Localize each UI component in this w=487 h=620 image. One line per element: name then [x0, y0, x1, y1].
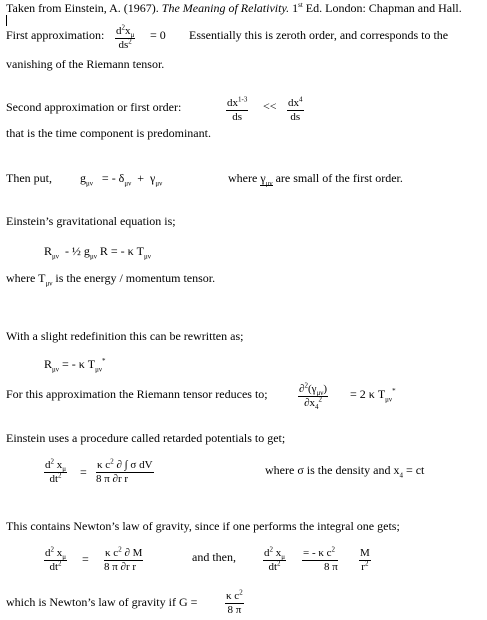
and-then: and then, [192, 550, 236, 564]
exponent: 2 [277, 558, 281, 567]
exponent: 2 [58, 470, 62, 479]
partial-M: ∂ M [121, 547, 143, 559]
then-put-note [228, 172, 403, 186]
where-text: where σ is the density and x [265, 463, 400, 477]
retarded-rhs [96, 459, 154, 485]
first-approx-fraction [115, 25, 135, 51]
much-less-than: << [263, 99, 277, 113]
exponent: 2 [121, 23, 125, 32]
fraction-numerator [96, 459, 154, 472]
where-rest: = ct [402, 463, 425, 477]
exponent: 2 [304, 381, 308, 390]
ricci-symbol: R [44, 357, 53, 371]
x-symbol: x [125, 25, 131, 37]
fraction-denominator [298, 394, 328, 411]
index: μ [62, 465, 67, 474]
exponent: 2 [364, 558, 369, 567]
fraction-denominator: 8 π [302, 560, 338, 574]
index: μ [62, 553, 67, 562]
index: μν [52, 252, 59, 261]
then-put-label: Then put, [6, 171, 52, 185]
metric-definition [80, 172, 162, 186]
fraction-denominator: 8 π [227, 603, 242, 616]
newton-intro: This contains Newton’s law of gravity, since if one performs the integral one gets; [6, 519, 400, 533]
exponent: 2 [331, 545, 336, 554]
gamma-symbol [260, 171, 272, 186]
index-range: 1-3 [238, 95, 248, 104]
exponent: 2 [110, 457, 114, 466]
fraction-numerator [225, 590, 244, 604]
index: μν [155, 179, 163, 188]
fraction-denominator: ds [232, 110, 243, 123]
exponent: 2 [128, 36, 132, 45]
dx-symbol: dx [288, 97, 299, 109]
citation-suffix: Ed. London: Chapman and Hall. [302, 1, 462, 15]
fraction-denominator [44, 470, 67, 486]
where-rest: are small of the first order. [272, 171, 403, 185]
edition-suffix: st [298, 1, 303, 9]
index: μν [144, 252, 151, 261]
index: μν [124, 179, 132, 188]
exponent: 2 [50, 545, 54, 554]
exponent: 2 [58, 558, 62, 567]
riemann-label: For this approximation the Riemann tensor reduces to; [6, 387, 268, 401]
fraction-numerator [298, 383, 328, 397]
dx-symbol: dx [227, 97, 238, 109]
where-rest: is the energy / momentum tensor. [52, 271, 216, 285]
index: μν [89, 252, 97, 261]
index: μν [52, 365, 59, 374]
retarded-equals: = [80, 465, 87, 479]
redef-equation [44, 358, 106, 372]
citation-line [6, 2, 462, 16]
retarded-note [265, 464, 424, 478]
exponent: 2 [118, 545, 122, 554]
dt-symbol: dt [268, 560, 278, 573]
text-cursor [6, 15, 7, 26]
index: 4 [399, 471, 403, 480]
field-equation [44, 245, 151, 259]
fraction-numerator [44, 547, 67, 561]
integral-term: ∂ ∫ σ dV [113, 459, 153, 471]
fraction-numerator: M [360, 547, 370, 559]
fraction-numerator [263, 547, 286, 561]
index: μν [86, 179, 93, 188]
edition-number: 1 [289, 1, 299, 15]
x-symbol: x [54, 459, 63, 471]
second-approx-fraction-1 [226, 97, 248, 123]
ricci-symbol: R [44, 244, 53, 258]
fraction-denominator [263, 558, 286, 574]
index: 4 [315, 402, 319, 411]
gamma-open: (γ [307, 383, 317, 395]
gravity-intro: Einstein’s gravitational equation is; [6, 214, 176, 228]
paren-close: ) [323, 383, 328, 395]
index: μν [45, 279, 53, 288]
exponent: 2 [269, 545, 273, 554]
first-approx-note: Essentially this is zeroth order, and corresponds to the [189, 28, 449, 42]
x-symbol: x [273, 547, 282, 559]
gamma-symbol: γ [150, 171, 156, 185]
second-approx-fraction-2 [287, 97, 304, 123]
first-approx-denominator [115, 36, 135, 52]
fraction-denominator [359, 558, 371, 574]
index: μ [281, 553, 286, 562]
fraction-numerator [44, 459, 67, 473]
riemann-rhs [350, 388, 396, 402]
retarded-lhs [44, 459, 67, 485]
citation-prefix: Taken from Einstein, A. (1967). [6, 1, 162, 15]
newton-rhs-2 [302, 547, 338, 573]
partial-symbol: ∂ [299, 383, 305, 395]
ds-symbol: ds [118, 38, 129, 51]
dt-symbol: dt [49, 472, 59, 485]
minus-kappa-c: = - κ c [303, 547, 332, 559]
gravitational-constant-fraction [225, 590, 244, 616]
index: μ [130, 31, 135, 40]
d-symbol: d [264, 547, 270, 559]
exponent: 2 [50, 457, 54, 466]
x-symbol: x [54, 547, 63, 559]
newton-rhs [104, 547, 143, 573]
exponent: 2 [239, 588, 243, 597]
fraction-denominator: 8 π ∂r r [96, 472, 154, 486]
kappa-c: κ c [105, 547, 119, 559]
index: μν [385, 395, 393, 404]
dt-symbol: dt [49, 560, 59, 573]
plus-sign: + [137, 171, 145, 185]
first-approx-label: First approximation: [6, 28, 105, 42]
fraction-numerator [287, 97, 304, 111]
newton-M-over-r2 [359, 547, 371, 573]
d-symbol: d [116, 25, 122, 37]
second-approx-label: Second approximation or first order: [6, 100, 182, 114]
redef-rhs: = - κ T [58, 357, 96, 371]
retarded-intro: Einstein uses a procedure called retarded potentials to get; [6, 431, 286, 445]
partial-x: ∂x [304, 396, 315, 409]
second-approx-note: that is the time component is predominant. [6, 126, 211, 140]
first-approx-equals: = 0 [150, 28, 166, 42]
half-g: - ½ g [64, 244, 90, 258]
fraction-denominator: ds [290, 110, 301, 123]
star: * [392, 387, 396, 395]
gamma-char: γ [260, 171, 266, 185]
fraction-denominator: 8 π ∂r r [104, 560, 143, 574]
r-symbol: r [361, 560, 365, 573]
d-symbol: d [45, 459, 51, 471]
fraction-numerator [302, 547, 338, 560]
fraction-numerator [104, 547, 143, 560]
star: * [102, 357, 106, 365]
newton-lhs [44, 547, 67, 573]
index: μν [265, 179, 273, 188]
first-approx-numerator [115, 25, 135, 39]
equals-delta: = - δ [101, 171, 125, 185]
index: 4 [299, 95, 303, 104]
rhs-text: = 2 κ T [350, 387, 386, 401]
where-word: where [228, 171, 261, 185]
index: μν [316, 389, 324, 398]
first-approx-note-cont: vanishing of the Riemann tensor. [6, 57, 165, 71]
redef-intro: With a slight redefinition this can be rewritten as; [6, 329, 244, 343]
d-symbol: d [45, 547, 51, 559]
book-title: The Meaning of Relativity. [161, 1, 290, 15]
riemann-fraction [298, 383, 328, 409]
kappa-c: κ c [226, 590, 240, 602]
kappa-c: κ c [97, 459, 111, 471]
where-T: where T [6, 271, 46, 285]
field-equation-rest: R = - κ T [96, 244, 145, 258]
newton-lhs-2 [263, 547, 286, 573]
newton-equals: = [82, 552, 89, 566]
gravity-note [6, 272, 215, 286]
conclusion-text: which is Newton’s law of gravity if G = [6, 595, 198, 609]
fraction-denominator [44, 558, 67, 574]
index: μν [95, 365, 102, 374]
g-symbol: g [80, 171, 86, 185]
exponent: 2 [318, 394, 322, 403]
fraction-numerator [226, 97, 248, 111]
